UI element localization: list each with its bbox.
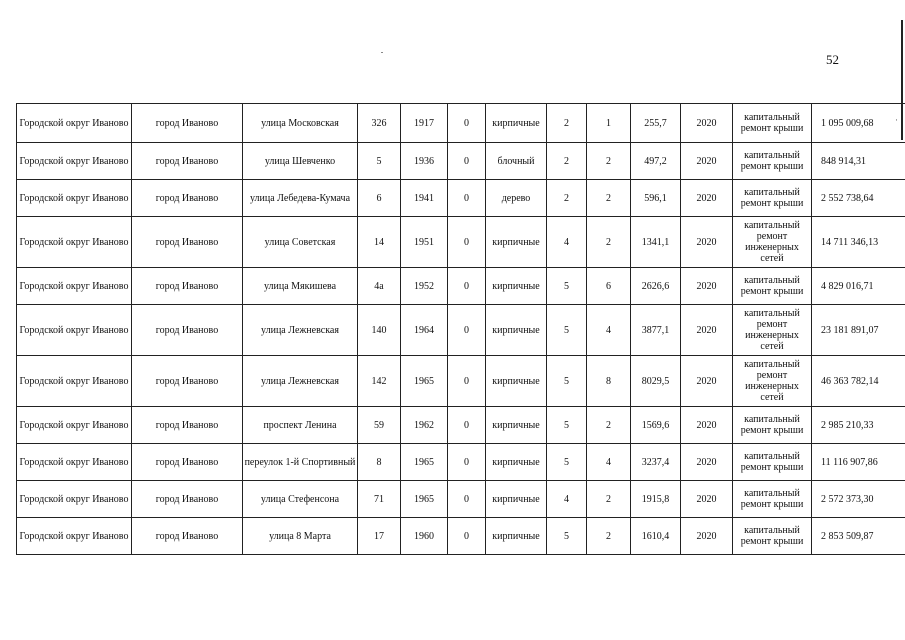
table-row: [17, 481, 905, 518]
floors-cell: 4: [547, 217, 587, 268]
plan-year-cell: 2020: [681, 356, 733, 407]
area-cell: 1610,4: [631, 518, 681, 555]
floors-cell: 5: [547, 518, 587, 555]
built-year-cell: 1965: [401, 481, 448, 518]
built-year-cell: 1964: [401, 305, 448, 356]
house-number-cell: 14: [358, 217, 401, 268]
work-type-cell: капитальный ремонт крыши: [733, 143, 812, 180]
area-cell: 497,2: [631, 143, 681, 180]
street-cell: проспект Ленина: [243, 407, 358, 444]
built-year-cell: 1965: [401, 356, 448, 407]
floors-cell: 5: [547, 268, 587, 305]
work-type-cell: капитальный ремонт крыши: [733, 104, 812, 143]
street-cell: улица Шевченко: [243, 143, 358, 180]
area-cell: 1915,8: [631, 481, 681, 518]
entrances-cell: 2: [587, 407, 631, 444]
floors-cell: 4: [547, 481, 587, 518]
area-cell: 1569,6: [631, 407, 681, 444]
flag-cell: 0: [448, 217, 486, 268]
wall-material-cell: кирпичные: [486, 217, 547, 268]
built-year-cell: 1936: [401, 143, 448, 180]
flag-cell: 0: [448, 518, 486, 555]
entrances-cell: 2: [587, 518, 631, 555]
amount-cell: 2 985 210,33: [812, 407, 905, 444]
entrances-cell: 2: [587, 481, 631, 518]
table-row: [17, 305, 905, 356]
plan-year-cell: 2020: [681, 518, 733, 555]
scan-dot: [381, 52, 383, 53]
built-year-cell: 1941: [401, 180, 448, 217]
city-cell: город Иваново: [132, 104, 243, 143]
table-row: [17, 268, 905, 305]
flag-cell: 0: [448, 444, 486, 481]
table-body: [17, 104, 905, 555]
plan-year-cell: 2020: [681, 104, 733, 143]
floors-cell: 5: [547, 305, 587, 356]
built-year-cell: 1917: [401, 104, 448, 143]
area-cell: 596,1: [631, 180, 681, 217]
district-cell: Городской округ Иваново: [17, 481, 132, 518]
table-row: [17, 407, 905, 444]
plan-year-cell: 2020: [681, 407, 733, 444]
flag-cell: 0: [448, 180, 486, 217]
plan-year-cell: 2020: [681, 481, 733, 518]
amount-cell: 4 829 016,71: [812, 268, 905, 305]
district-cell: Городской округ Иваново: [17, 305, 132, 356]
work-type-cell: капитальный ремонт крыши: [733, 481, 812, 518]
amount-cell: 11 116 907,86: [812, 444, 905, 481]
table-row: [17, 217, 905, 268]
street-cell: улица Советская: [243, 217, 358, 268]
area-cell: 1341,1: [631, 217, 681, 268]
entrances-cell: 6: [587, 268, 631, 305]
flag-cell: 0: [448, 481, 486, 518]
street-cell: улица Лежневская: [243, 356, 358, 407]
district-cell: Городской округ Иваново: [17, 143, 132, 180]
plan-year-cell: 2020: [681, 180, 733, 217]
house-number-cell: 140: [358, 305, 401, 356]
floors-cell: 2: [547, 143, 587, 180]
work-type-cell: капитальный ремонт крыши: [733, 444, 812, 481]
wall-material-cell: кирпичные: [486, 444, 547, 481]
city-cell: город Иваново: [132, 268, 243, 305]
area-cell: 8029,5: [631, 356, 681, 407]
city-cell: город Иваново: [132, 481, 243, 518]
wall-material-cell: кирпичные: [486, 356, 547, 407]
house-number-cell: 5: [358, 143, 401, 180]
district-cell: Городской округ Иваново: [17, 217, 132, 268]
district-cell: Городской округ Иваново: [17, 268, 132, 305]
floors-cell: 5: [547, 356, 587, 407]
house-number-cell: 4а: [358, 268, 401, 305]
work-type-cell: капитальный ремонт инженерных сетей: [733, 305, 812, 356]
work-type-cell: капитальный ремонт инженерных сетей: [733, 217, 812, 268]
table-row: [17, 180, 905, 217]
work-type-cell: капитальный ремонт крыши: [733, 180, 812, 217]
work-type-cell: капитальный ремонт крыши: [733, 407, 812, 444]
wall-material-cell: кирпичные: [486, 407, 547, 444]
district-cell: Городской округ Иваново: [17, 356, 132, 407]
house-number-cell: 59: [358, 407, 401, 444]
amount-cell: 2 552 738,64: [812, 180, 905, 217]
work-type-cell: капитальный ремонт инженерных сетей: [733, 356, 812, 407]
plan-year-cell: 2020: [681, 217, 733, 268]
plan-year-cell: 2020: [681, 305, 733, 356]
city-cell: город Иваново: [132, 217, 243, 268]
street-cell: переулок 1-й Спортивный: [243, 444, 358, 481]
house-number-cell: 17: [358, 518, 401, 555]
table-row: [17, 356, 905, 407]
street-cell: улица Мякишева: [243, 268, 358, 305]
city-cell: город Иваново: [132, 180, 243, 217]
table-row: [17, 143, 905, 180]
entrances-cell: 1: [587, 104, 631, 143]
city-cell: город Иваново: [132, 356, 243, 407]
street-cell: улица Лебедева-Кумача: [243, 180, 358, 217]
entrances-cell: 4: [587, 305, 631, 356]
amount-cell: 14 711 346,13: [812, 217, 905, 268]
flag-cell: 0: [448, 268, 486, 305]
district-cell: Городской округ Иваново: [17, 104, 132, 143]
street-cell: улица Лежневская: [243, 305, 358, 356]
street-cell: улица 8 Марта: [243, 518, 358, 555]
entrances-cell: 4: [587, 444, 631, 481]
city-cell: город Иваново: [132, 407, 243, 444]
entrances-cell: 2: [587, 180, 631, 217]
amount-cell: 848 914,31: [812, 143, 905, 180]
floors-cell: 5: [547, 444, 587, 481]
district-cell: Городской округ Иваново: [17, 518, 132, 555]
house-number-cell: 6: [358, 180, 401, 217]
flag-cell: 0: [448, 356, 486, 407]
plan-year-cell: 2020: [681, 143, 733, 180]
city-cell: город Иваново: [132, 518, 243, 555]
amount-cell: 2 853 509,87: [812, 518, 905, 555]
flag-cell: 0: [448, 407, 486, 444]
wall-material-cell: кирпичные: [486, 481, 547, 518]
built-year-cell: 1960: [401, 518, 448, 555]
flag-cell: 0: [448, 143, 486, 180]
flag-cell: 0: [448, 305, 486, 356]
floors-cell: 2: [547, 104, 587, 143]
area-cell: 2626,6: [631, 268, 681, 305]
page-number: 52: [826, 52, 839, 67]
city-cell: город Иваново: [132, 305, 243, 356]
wall-material-cell: кирпичные: [486, 305, 547, 356]
table-row: [17, 104, 905, 143]
repair-table: [16, 103, 905, 555]
district-cell: Городской округ Иваново: [17, 407, 132, 444]
area-cell: 3237,4: [631, 444, 681, 481]
entrances-cell: 2: [587, 217, 631, 268]
area-cell: 3877,1: [631, 305, 681, 356]
amount-cell: 1 095 009,68: [812, 104, 905, 143]
street-cell: улица Стефенсона: [243, 481, 358, 518]
city-cell: город Иваново: [132, 444, 243, 481]
built-year-cell: 1952: [401, 268, 448, 305]
district-cell: Городской округ Иваново: [17, 444, 132, 481]
wall-material-cell: блочный: [486, 143, 547, 180]
floors-cell: 5: [547, 407, 587, 444]
scan-mark: ·: [895, 115, 898, 125]
table-container: [16, 103, 905, 556]
plan-year-cell: 2020: [681, 444, 733, 481]
street-cell: улица Московская: [243, 104, 358, 143]
wall-material-cell: дерево: [486, 180, 547, 217]
area-cell: 255,7: [631, 104, 681, 143]
entrances-cell: 2: [587, 143, 631, 180]
house-number-cell: 8: [358, 444, 401, 481]
entrances-cell: 8: [587, 356, 631, 407]
work-type-cell: капитальный ремонт крыши: [733, 268, 812, 305]
work-type-cell: капитальный ремонт крыши: [733, 518, 812, 555]
table-row: [17, 444, 905, 481]
amount-cell: 2 572 373,30: [812, 481, 905, 518]
house-number-cell: 142: [358, 356, 401, 407]
wall-material-cell: кирпичные: [486, 104, 547, 143]
district-cell: Городской округ Иваново: [17, 180, 132, 217]
built-year-cell: 1951: [401, 217, 448, 268]
built-year-cell: 1962: [401, 407, 448, 444]
wall-material-cell: кирпичные: [486, 268, 547, 305]
house-number-cell: 326: [358, 104, 401, 143]
built-year-cell: 1965: [401, 444, 448, 481]
house-number-cell: 71: [358, 481, 401, 518]
amount-cell: 46 363 782,14: [812, 356, 905, 407]
table-row: [17, 518, 905, 555]
floors-cell: 2: [547, 180, 587, 217]
amount-cell: 23 181 891,07: [812, 305, 905, 356]
city-cell: город Иваново: [132, 143, 243, 180]
flag-cell: 0: [448, 104, 486, 143]
wall-material-cell: кирпичные: [486, 518, 547, 555]
plan-year-cell: 2020: [681, 268, 733, 305]
